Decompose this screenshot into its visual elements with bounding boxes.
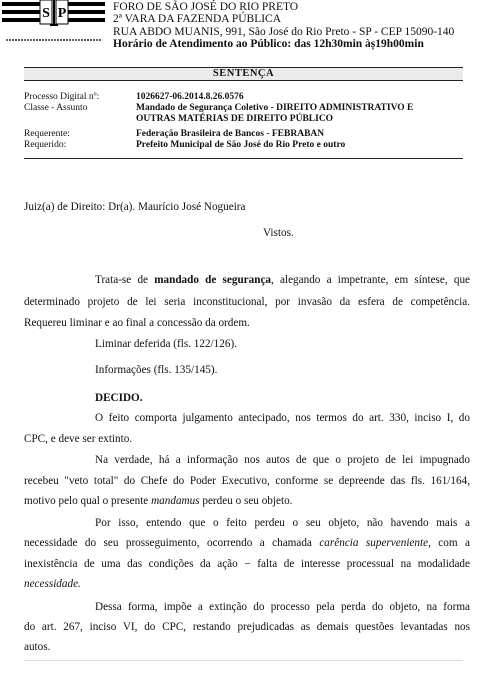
judge-line: Juiz(a) de Direito: Dr(a). Maurício José Nogueira <box>24 201 246 213</box>
processo-label: Processo Digital nº: <box>24 92 100 102</box>
coat-of-arms-icon <box>2 0 105 44</box>
classe-label: Classe - Assunto <box>24 103 88 113</box>
document-title: SENTENÇA <box>24 67 463 81</box>
text-span: , alegando a impetrante, em síntese, que <box>271 274 471 286</box>
italic-text: carência superveniente <box>319 537 429 549</box>
text-span: motivo pelo qual o presente <box>24 495 152 507</box>
paragraph-line <box>95 273 470 287</box>
requerente-value: Federação Brasileira de Bancos - FEBRABAN <box>136 129 325 139</box>
text-span: Trata-se de <box>95 274 155 286</box>
court-name: FORO DE SÃO JOSÉ DO RIO PRETO <box>113 1 299 13</box>
paragraph-line: Liminar deferida (fls. 122/126). <box>95 338 237 350</box>
classe-value: Mandado de Segurança Coletivo - DIREITO ADMINISTRATIVO E OUTRAS MATÉRIAS DE DIREITO PÚBLICO <box>136 103 414 124</box>
italic-text: mandamus <box>151 495 200 507</box>
paragraph-line: recebeu "veto total" do Chefe do Poder Executivo, conforme se depreende das fls. 161/164, <box>24 475 470 487</box>
court-logo <box>2 0 105 44</box>
text-span: , com a <box>428 537 470 549</box>
processo-value: 1026627-06.2014.8.26.0576 <box>136 92 244 102</box>
requerente-label: Requerente: <box>24 129 70 139</box>
paragraph-line: Dessa forma, impõe a extinção do processo pela perda do objeto, na forma <box>95 601 470 613</box>
text-span: perdeu o seu objeto. <box>199 495 293 507</box>
svg-text:P: P <box>57 6 67 21</box>
paragraph-line: Requereu liminar e ao final a concessão da ordem. <box>24 317 250 329</box>
paragraph-line <box>24 536 470 550</box>
requerido-label: Requerido: <box>24 140 67 150</box>
paragraph-line: inexistência de uma das condições da ação − falta de interesse processual na modalidade <box>24 558 470 570</box>
paragraph-line: Na verdade, há a informação nos autos de que o projeto de lei impugnado <box>95 454 470 466</box>
bold-text: mandado de segurança <box>154 274 272 286</box>
paragraph-line: Por isso, entendo que o feito perdeu o seu objeto, não havendo mais a <box>95 517 470 529</box>
requerido-value: Prefeito Municipal de São José do Rio Preto e outro <box>136 140 346 150</box>
text-span: necessidade do seu prosseguimento, ocorrendo a chamada <box>24 537 320 549</box>
court-hours: Horário de Atendimento ao Público: das 12h30min àș19h00min <box>113 38 424 50</box>
decido-heading: DECIDO. <box>95 392 143 404</box>
court-division: 2ª VARA DA FAZENDA PÚBLICA <box>113 13 282 25</box>
paragraph-line <box>24 494 292 508</box>
paragraph-line: determinado projeto de lei seria inconstitucional, por invasão da esfera de competência. <box>24 296 470 308</box>
paragraph-line: do art. 267, inciso VI, do CPC, restando prejudicadas as demais questões levantadas nos <box>24 621 470 633</box>
svg-text:S: S <box>42 6 50 21</box>
divider <box>24 158 463 159</box>
court-address: RUA ABDO MUANIS, 991, São José do Rio Preto - SP - CEP 15090-140 <box>113 26 455 38</box>
paragraph-line: O feito comporta julgamento antecipado, nos termos do art. 330, inciso I, do <box>95 412 470 424</box>
page-edge <box>24 660 463 661</box>
vistos: Vistos. <box>263 227 294 239</box>
paragraph-line: CPC, e deve ser extinto. <box>24 433 133 445</box>
paragraph-line: necessidade. <box>24 578 81 590</box>
paragraph-line: Informações (fls. 135/145). <box>95 364 218 376</box>
paragraph-line: autos. <box>24 641 51 653</box>
